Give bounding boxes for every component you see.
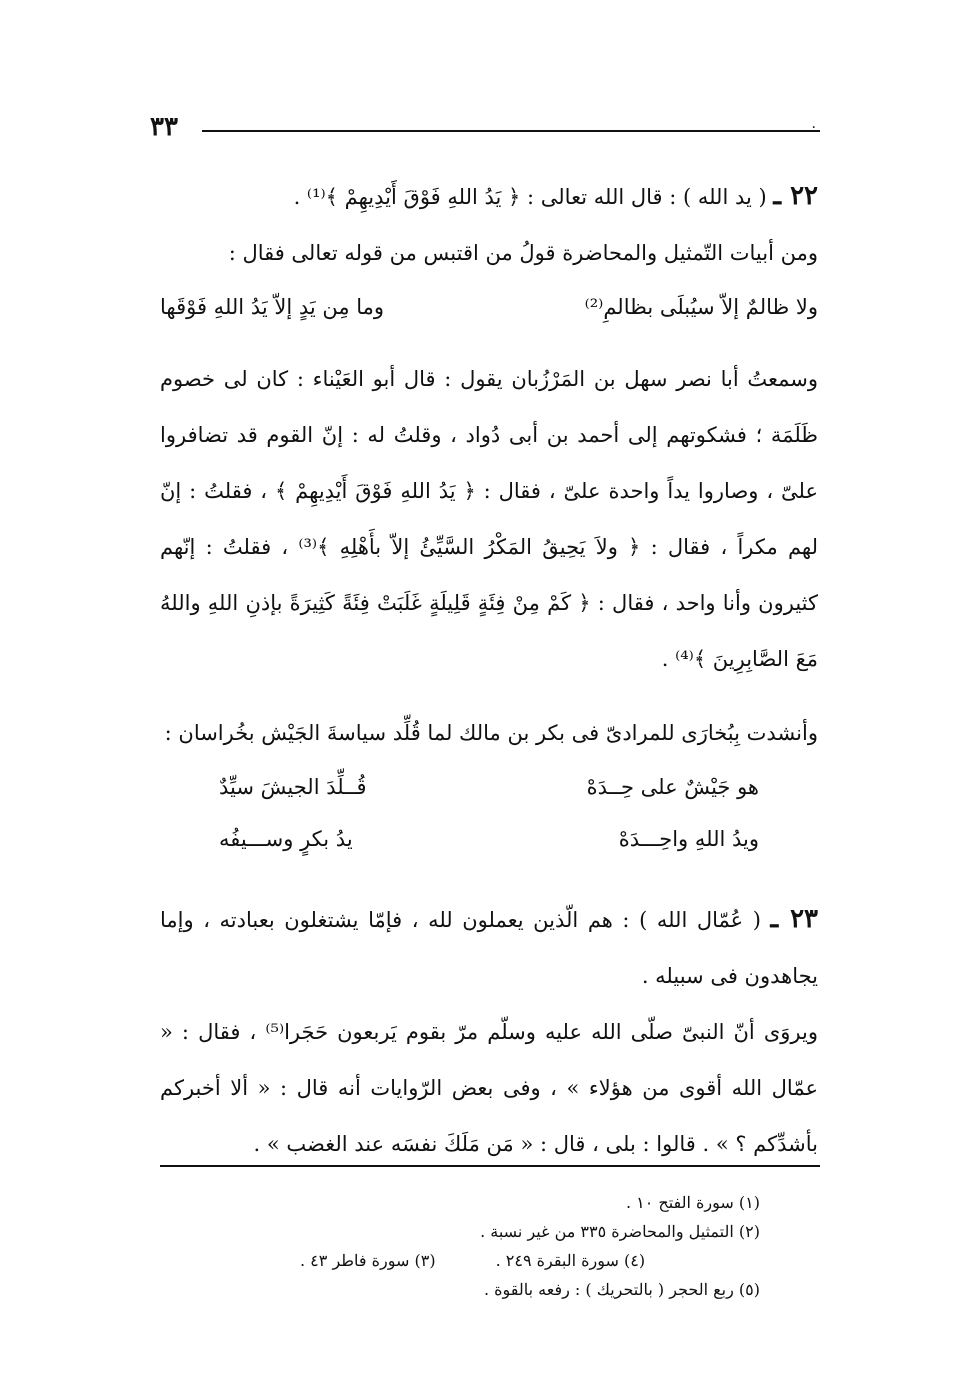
entry-22-number: ٢٢ ـ <box>773 181 818 211</box>
verse-2-row-2 <box>219 813 759 865</box>
entry-22-poem-intro: وأنشدت بِبُخارَى للمرادىّ فى بكر بن مالك لما قُلِّد سياسةَ الجَيْش بخُراسان : <box>164 721 818 745</box>
page-number: ٣٣ <box>150 112 178 142</box>
verse-2b-left-hemistich: ويدُ اللهِ واحِـــدَهْ <box>618 827 759 851</box>
entry-23-hadith: ويروَى أنّ النبىّ صلّى الله عليه وسلّم مرّ بقوم يَربعون حَجَرا⁽⁵⁾ ، فقال : « عمّال الله أقوى من هؤلاء » ، وفى بعض الرّوايات أنه قال : « ألا أخبركم بأشدِّكم ؟ » . قالوا : بلى ، قال : « مَن مَلَكَ نفسَه عند الغضب » . <box>160 1020 818 1156</box>
footnote-2: (٢) التمثيل والمحاضرة ٣٣٥ من غير نسبة . <box>480 1222 760 1241</box>
footnote-1: (١) سورة الفتح ١٠ . <box>625 1193 760 1212</box>
footnote-rule <box>160 1165 820 1167</box>
verse-1 <box>160 281 818 333</box>
footnote-4: (٤) سورة البقرة ٢٤٩ . <box>495 1251 646 1270</box>
verse-2a-left-hemistich: هو جَيْشٌ على حِــدَهْ <box>586 775 759 799</box>
header-dot: . <box>811 116 816 132</box>
verse-2a-right-hemistich: قُــلِّدَ الجيشَ سيِّدٌ <box>219 775 367 799</box>
entry-22-title-text: ( يد الله ) : قال الله تعالى : ﴿ يَدُ اللهِ فَوْقَ أَيْدِيهِمْ ﴾⁽¹⁾ . <box>293 185 767 209</box>
entry-22-anecdote: وسمعتُ أبا نصر سهل بن المَرْزُبان يقول : قال أبو العَيْناء : كان لى خصوم ظَلَمَة ؛ فشكوتهم إلى أحمد بن أبى دُواد ، وقلتُ له : إنّ القوم قد تضافروا علىّ ، وصاروا يداً واحدة علىّ ، فقال : ﴿ يَدُ اللهِ فَوْقَ أَيْدِيهِمْ ﴾ ، فقلتُ : إنّ لهم مكراً ، فقال : ﴿ ولاَ يَحِيقُ المَكْرُ السَّيِّئُ إلاّ بأَهْلِهِ ﴾⁽³⁾ ، فقلتُ : إنّهم كثيرون وأنا واحد ، فقال : ﴿ كَمْ مِنْ فِئَةٍ قَلِيلَةٍ غَلَبَتْ فِئَةً كَثِيرَةً بإذنِ اللهِ واللهُ مَعَ الصَّابِرِينَ ﴾⁽⁴⁾ . <box>160 367 819 671</box>
footnote-3: (٣) سورة فاطر ٤٣ . <box>300 1251 436 1270</box>
page-header <box>150 112 820 152</box>
verse-1-left-hemistich: ولا ظالمٌ إلاّ سيُبلَى بظالمِ⁽²⁾ <box>584 295 818 319</box>
verse-2b-right-hemistich: يدُ بكرٍ وســـيفُه <box>219 827 353 851</box>
entry-23-first-paragraph <box>160 891 818 1004</box>
footnotes <box>300 1188 760 1304</box>
footnote-3-4-row <box>300 1246 760 1275</box>
entry-23-number: ٢٣ ـ <box>770 904 819 934</box>
verse-2 <box>219 761 759 865</box>
entry-23-definition: ( عُمّال الله ) : هم الّذين يعملون لله ، فإمّا يشتغلون بعبادته ، وإما يجاهدون فى سبيله . <box>160 908 818 988</box>
verse-1-row <box>160 281 818 333</box>
entry-22-first-line <box>160 168 818 225</box>
header-rule <box>202 130 820 132</box>
entry-22-intro: ومن أبيات التّمثيل والمحاضرة قولُ من اقتبس من قوله تعالى فقال : <box>228 241 818 265</box>
verse-2-row-1 <box>219 761 759 813</box>
page-body <box>160 168 818 1172</box>
footnote-5: (٥) ربع الحجر ( بالتحريك ) : رفعه بالقوة . <box>483 1280 760 1299</box>
verse-1-right-hemistich: وما مِن يَدٍ إلاّ يَدُ اللهِ فَوْقَها <box>160 295 385 319</box>
